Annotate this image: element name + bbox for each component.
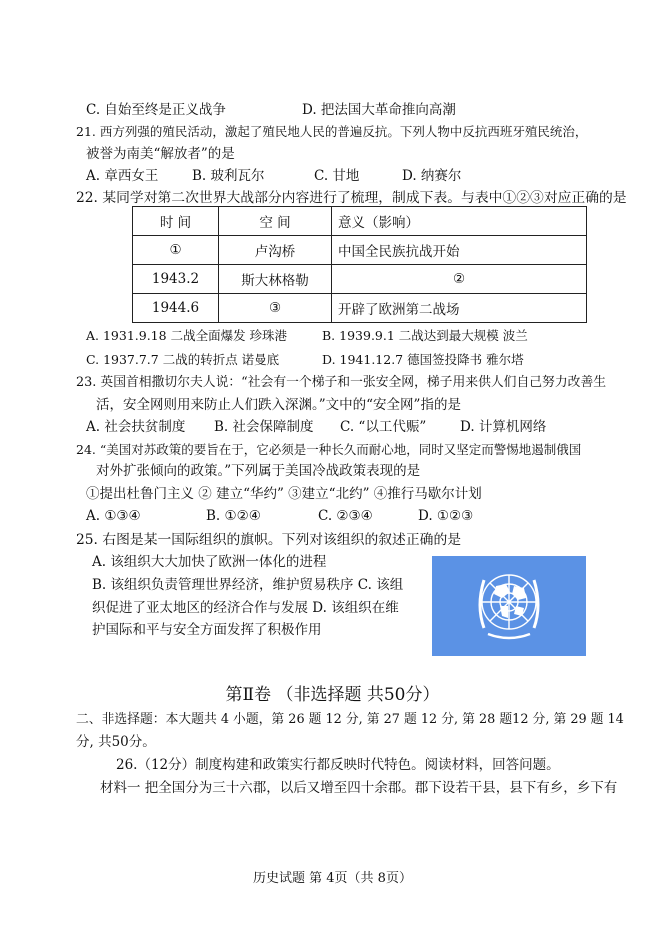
q21-option-d: D. 纳赛尔 — [402, 168, 462, 184]
q24-option-b: B. ①②④ — [206, 508, 261, 524]
table-cell: 斯大林格勒 — [219, 265, 332, 294]
table-row — [133, 265, 587, 294]
q25-line: A. 该组织大大加快了欧洲一体化的进程 — [92, 554, 327, 570]
section2-intro: 二、非选择题：本大题共 4 小题，第 26 题 12 分, 第 27 题 12 分, 第 28 题12 分, 第 29 题 14 — [76, 712, 624, 727]
table-header-cell: 时 间 — [133, 207, 219, 236]
section2-intro-cont: 分, 共50分。 — [76, 734, 156, 750]
q23-option-d: D. 计算机网络 — [460, 419, 547, 435]
q22-option-c: C. 1937.7.7 二战的转折点 诺曼底 — [86, 352, 280, 367]
q22-table — [132, 206, 587, 323]
un-flag-image — [432, 556, 586, 656]
q20-option-c: C. 自始至终是正义战争 — [86, 102, 226, 118]
table-cell: 中国全民族抗战开始 — [332, 236, 587, 265]
q21-stem: 21. 西方列强的殖民活动，激起了殖民地人民的普遍反抗。下列人物中反抗西班牙殖民统治， — [76, 124, 588, 139]
table-cell: 1943.2 — [133, 265, 219, 294]
table-cell: 开辟了欧洲第二战场 — [332, 294, 587, 323]
q24-option-a: A. ①③④ — [86, 508, 141, 524]
q26-stem: 26.（12分）制度构建和政策实行都反映时代特色。阅读材料，回答问题。 — [116, 757, 560, 773]
table-row — [133, 236, 587, 265]
table-cell: ③ — [219, 294, 332, 323]
q26-material1: 材料一 把全国分为三十六郡，以后又增至四十余郡。郡下设若干县，县下有乡，乡下有 — [100, 780, 618, 796]
q22-option-d: D. 1941.12.7 德国签投降书 雅尔塔 — [322, 352, 524, 367]
q23-stem-cont: 活，安全网则用来防止人们跌入深渊。”文中的“安全网”指的是 — [96, 397, 461, 413]
q23-option-a: A. 社会扶贫制度 — [86, 419, 186, 435]
q24-option-d: D. ①②③ — [418, 508, 474, 524]
q23-option-c: C. “以工代赈” — [340, 419, 427, 435]
q25-line: 护国际和平与安全方面发挥了积极作用 — [92, 622, 322, 638]
table-cell: 1944.6 — [133, 294, 219, 323]
table-cell: ② — [332, 265, 587, 294]
table-row — [133, 294, 587, 323]
q20-option-d: D. 把法国大革命推向高潮 — [302, 102, 456, 118]
q22-option-b: B. 1939.9.1 二战达到最大规模 波兰 — [322, 328, 528, 343]
q23-option-b: B. 社会保障制度 — [214, 419, 314, 435]
q21-option-a: A. 章西女王 — [86, 168, 159, 184]
q22-option-a: A. 1931.9.18 二战全面爆发 珍珠港 — [86, 328, 288, 343]
table-header-cell: 空 间 — [219, 207, 332, 236]
table-cell: 卢沟桥 — [219, 236, 332, 265]
table-header-row — [133, 207, 587, 236]
q21-option-b: B. 玻利瓦尔 — [192, 168, 265, 184]
q24-items: ①提出杜鲁门主义 ② 建立“华约” ③建立“北约” ④推行马歇尔计划 — [86, 486, 482, 502]
table-header-cell: 意义（影响） — [332, 207, 587, 236]
q23-stem: 23. 英国首相撒切尔夫人说：“社会有一个梯子和一张安全网，梯子用来供人们自己努力改善生 — [76, 375, 607, 390]
un-emblem-icon — [432, 556, 586, 656]
q25-line: B. 该组织负责管理世界经济，维护贸易秩序 C. 该组 — [92, 577, 404, 593]
q24-stem-cont: 对外扩张倾向的政策。”下列属于美国冷战政策表现的是 — [96, 463, 421, 479]
q21-stem-cont: 被誉为南美“解放者”的是 — [86, 146, 235, 162]
q21-option-c: C. 甘地 — [314, 168, 360, 184]
section2-title: 第Ⅱ卷 （非选择题 共50分） — [225, 685, 440, 705]
q24-stem: 24. “美国对苏政策的要旨在于，它必须是一种长久而耐心地，同时又坚定而警惕地遏制俄国 — [76, 442, 582, 457]
q25-stem: 25. 右图是某一国际组织的旗帜。下列对该组织的叙述正确的是 — [76, 532, 462, 548]
page-footer: 历史试题 第 4页（共 8页） — [253, 871, 412, 886]
table-cell: ① — [133, 236, 219, 265]
q25-line: 织促进了亚太地区的经济合作与发展 D. 该组织在维 — [92, 600, 399, 616]
q24-option-c: C. ②③④ — [318, 508, 373, 524]
q22-stem: 22. 某同学对第二次世界大战部分内容进行了梳理，制成下表。与表中①②③对应正确的是 — [76, 190, 627, 206]
